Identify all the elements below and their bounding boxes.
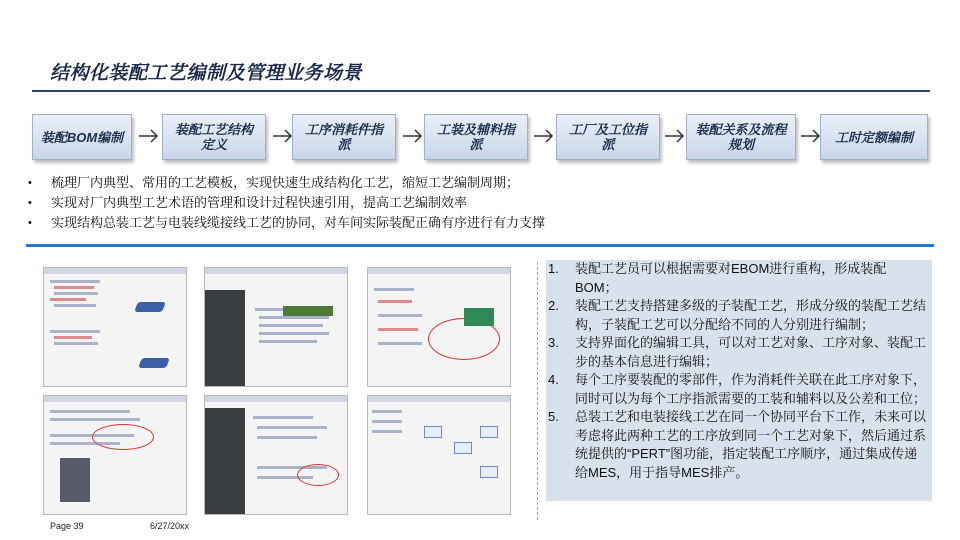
page-number: Page 39 bbox=[50, 521, 84, 531]
footer-date: 6/27/20xx bbox=[150, 521, 190, 531]
screenshot-bom-tree bbox=[43, 267, 187, 387]
slide-title: 结构化装配工艺编制及管理业务场景 bbox=[50, 63, 363, 84]
bullet-dot-icon: • bbox=[28, 197, 32, 209]
list-text: 总装工艺和电装接线工艺在同一个协同平台下工作，未来可以考虑将此两种工艺的工序放到同一个工艺对象下，然后通过系统提供的“PERT”图功能，指定装配工序顺序，通过集成传递给MES，用于指导MES排产。 bbox=[575, 409, 927, 480]
arrow-right-icon bbox=[800, 127, 822, 145]
screenshot-pert-chart bbox=[367, 395, 511, 515]
screenshot-tooling bbox=[204, 395, 348, 515]
bullet-list bbox=[28, 173, 545, 233]
list-item bbox=[546, 371, 926, 408]
list-item bbox=[546, 297, 926, 334]
list-number: 2. bbox=[548, 298, 559, 313]
bullet-text: 实现对厂内典型工艺术语的管理和设计过程快速引用，提高工艺编制效率 bbox=[51, 195, 468, 210]
section-divider bbox=[26, 244, 934, 247]
list-item bbox=[546, 334, 926, 371]
screenshot-consumables bbox=[43, 395, 187, 515]
list-number: 4. bbox=[548, 372, 559, 387]
screenshot-process-editor bbox=[204, 267, 348, 387]
flow-step-workstation: 工厂及工位指派 bbox=[556, 114, 660, 160]
arrow-right-icon bbox=[272, 127, 294, 145]
bullet-text: 梳理厂内典型、常用的工艺模板，实现快速生成结构化工艺，缩短工艺编制周期； bbox=[51, 175, 520, 190]
flow-step-relations: 装配关系及流程规划 bbox=[686, 114, 796, 160]
flow-step-structure: 装配工艺结构定义 bbox=[162, 114, 266, 160]
arrow-right-icon bbox=[664, 127, 686, 145]
screenshot-process-tree bbox=[367, 267, 511, 387]
bullet-text: 实现结构总装工艺与电装线缆接线工艺的协同，对车间实际装配正确有序进行有力支撑 bbox=[51, 215, 546, 230]
flow-step-bom: 装配BOM编制 bbox=[32, 114, 132, 160]
flow-step-labor-quota: 工时定额编制 bbox=[820, 114, 928, 160]
list-number: 3. bbox=[548, 335, 559, 350]
list-text: 每个工序要装配的零部件，作为消耗件关联在此工序对象下，同时可以为每个工序指派需要的工装和辅料以及公差和工位； bbox=[575, 372, 927, 406]
title-divider bbox=[32, 90, 930, 92]
bullet-item bbox=[28, 193, 545, 213]
arrow-right-icon bbox=[402, 127, 424, 145]
list-text: 支持界面化的编辑工具，可以对工艺对象、工序对象、装配工步的基本信息进行编辑； bbox=[575, 335, 927, 369]
bullet-dot-icon: • bbox=[28, 217, 32, 229]
list-number: 5. bbox=[548, 409, 559, 424]
flow-step-consumables: 工序消耗件指派 bbox=[292, 114, 396, 160]
bullet-item bbox=[28, 173, 545, 193]
feature-panel bbox=[546, 260, 932, 501]
list-text: 装配工艺支持搭建多级的子装配工艺，形成分级的装配工艺结构，子装配工艺可以分配给不同的人分别进行编制； bbox=[575, 298, 927, 332]
flow-step-tooling: 工装及辅料指派 bbox=[424, 114, 528, 160]
list-item bbox=[546, 260, 926, 297]
list-number: 1. bbox=[548, 261, 559, 276]
bullet-item bbox=[28, 213, 545, 233]
list-item bbox=[546, 408, 926, 482]
bullet-dot-icon: • bbox=[28, 177, 32, 189]
column-separator bbox=[537, 262, 538, 520]
list-text: 装配工艺员可以根据需要对EBOM进行重构，形成装配BOM； bbox=[575, 261, 887, 295]
numbered-list bbox=[546, 260, 932, 482]
arrow-right-icon bbox=[138, 127, 160, 145]
arrow-right-icon bbox=[533, 127, 555, 145]
